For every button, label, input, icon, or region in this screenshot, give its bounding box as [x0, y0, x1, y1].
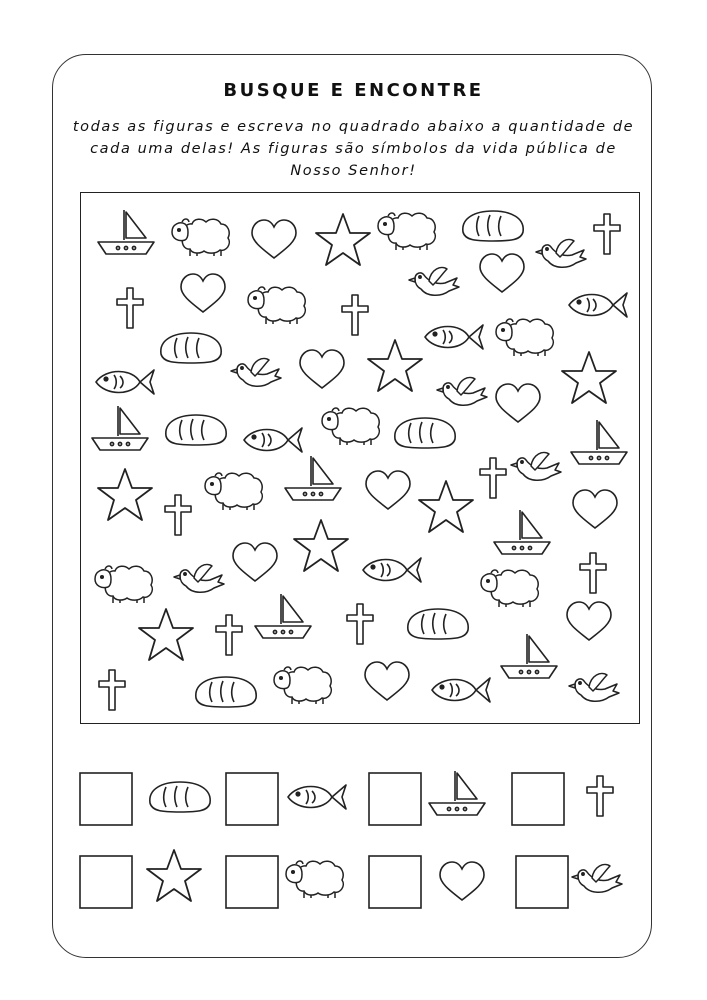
- bread-icon: [408, 609, 468, 639]
- bread-icon: [463, 211, 523, 241]
- heart-icon: [496, 384, 540, 422]
- heart-icon: [366, 471, 410, 509]
- star-icon: [419, 481, 473, 532]
- answer-box-boat[interactable]: [369, 773, 421, 825]
- answer-box-cross[interactable]: [512, 773, 564, 825]
- sheep-icon: [496, 319, 553, 356]
- boat-icon: [571, 420, 627, 464]
- boat-icon: [98, 210, 154, 254]
- heart-icon: [252, 220, 296, 258]
- boat-icon: [494, 510, 550, 554]
- sheep-icon: [322, 408, 379, 445]
- boat-icon: [285, 456, 341, 500]
- dove-icon: [536, 240, 586, 268]
- dove-icon: [569, 674, 619, 702]
- boat-icon: [501, 634, 557, 678]
- bread-icon: [196, 677, 256, 707]
- answer-box-heart[interactable]: [369, 856, 421, 908]
- fish-icon: [432, 678, 490, 702]
- sheep-icon: [172, 219, 229, 256]
- cross-icon: [99, 670, 125, 710]
- heart-icon: [573, 490, 617, 528]
- sheep-icon: [274, 667, 331, 704]
- dove-icon: [409, 268, 459, 296]
- dove-icon: [174, 565, 224, 593]
- heart-icon: [440, 862, 484, 900]
- sheep-icon: [95, 566, 152, 603]
- fish-icon: [363, 558, 421, 582]
- star-icon: [368, 340, 422, 391]
- star-icon: [139, 609, 193, 660]
- boat-icon: [255, 594, 311, 638]
- fish-icon: [244, 428, 302, 452]
- star-icon: [316, 214, 370, 265]
- cross-icon: [216, 615, 242, 655]
- star-icon: [294, 520, 348, 571]
- cross-icon: [480, 458, 506, 498]
- heart-icon: [567, 602, 611, 640]
- bread-icon: [150, 782, 210, 812]
- cross-icon: [117, 288, 143, 328]
- answer-box-fish[interactable]: [226, 773, 278, 825]
- cross-icon: [347, 604, 373, 644]
- fish-icon: [96, 370, 154, 394]
- worksheet-instructions: todas as figuras e escreva no quadrado abaixo a quantidade de cada uma delas! As figuras são símbolos da vida pública de Nosso Senhor!: [72, 119, 635, 179]
- heart-icon: [365, 662, 409, 700]
- dove-icon: [437, 378, 487, 406]
- sheep-icon: [286, 861, 343, 898]
- worksheet-title: BUSQUE E ENCONTRE: [223, 80, 484, 101]
- answer-box-dove[interactable]: [516, 856, 568, 908]
- star-icon: [147, 850, 201, 901]
- dove-icon: [231, 359, 281, 387]
- cross-icon: [587, 776, 613, 816]
- answer-box-star[interactable]: [80, 856, 132, 908]
- cross-icon: [594, 214, 620, 254]
- sheep-icon: [205, 473, 262, 510]
- heart-icon: [233, 543, 277, 581]
- heart-icon: [480, 254, 524, 292]
- answer-section: [80, 771, 622, 908]
- sheep-icon: [248, 287, 305, 324]
- heart-icon: [181, 274, 225, 312]
- cross-icon: [165, 495, 191, 535]
- fish-icon: [425, 325, 483, 349]
- boat-icon: [92, 406, 148, 450]
- star-icon: [98, 469, 152, 520]
- sheep-icon: [378, 213, 435, 250]
- bread-icon: [395, 418, 455, 448]
- cross-icon: [342, 295, 368, 335]
- star-icon: [562, 352, 616, 403]
- boat-icon: [429, 771, 485, 815]
- heart-icon: [300, 350, 344, 388]
- bread-icon: [161, 333, 221, 363]
- fish-icon: [288, 785, 346, 809]
- search-grid: [92, 210, 627, 710]
- sheep-icon: [481, 570, 538, 607]
- fish-icon: [569, 293, 627, 317]
- dove-icon: [572, 865, 622, 893]
- answer-box-sheep[interactable]: [226, 856, 278, 908]
- dove-icon: [511, 453, 561, 481]
- bread-icon: [166, 415, 226, 445]
- answer-box-bread[interactable]: [80, 773, 132, 825]
- cross-icon: [580, 553, 606, 593]
